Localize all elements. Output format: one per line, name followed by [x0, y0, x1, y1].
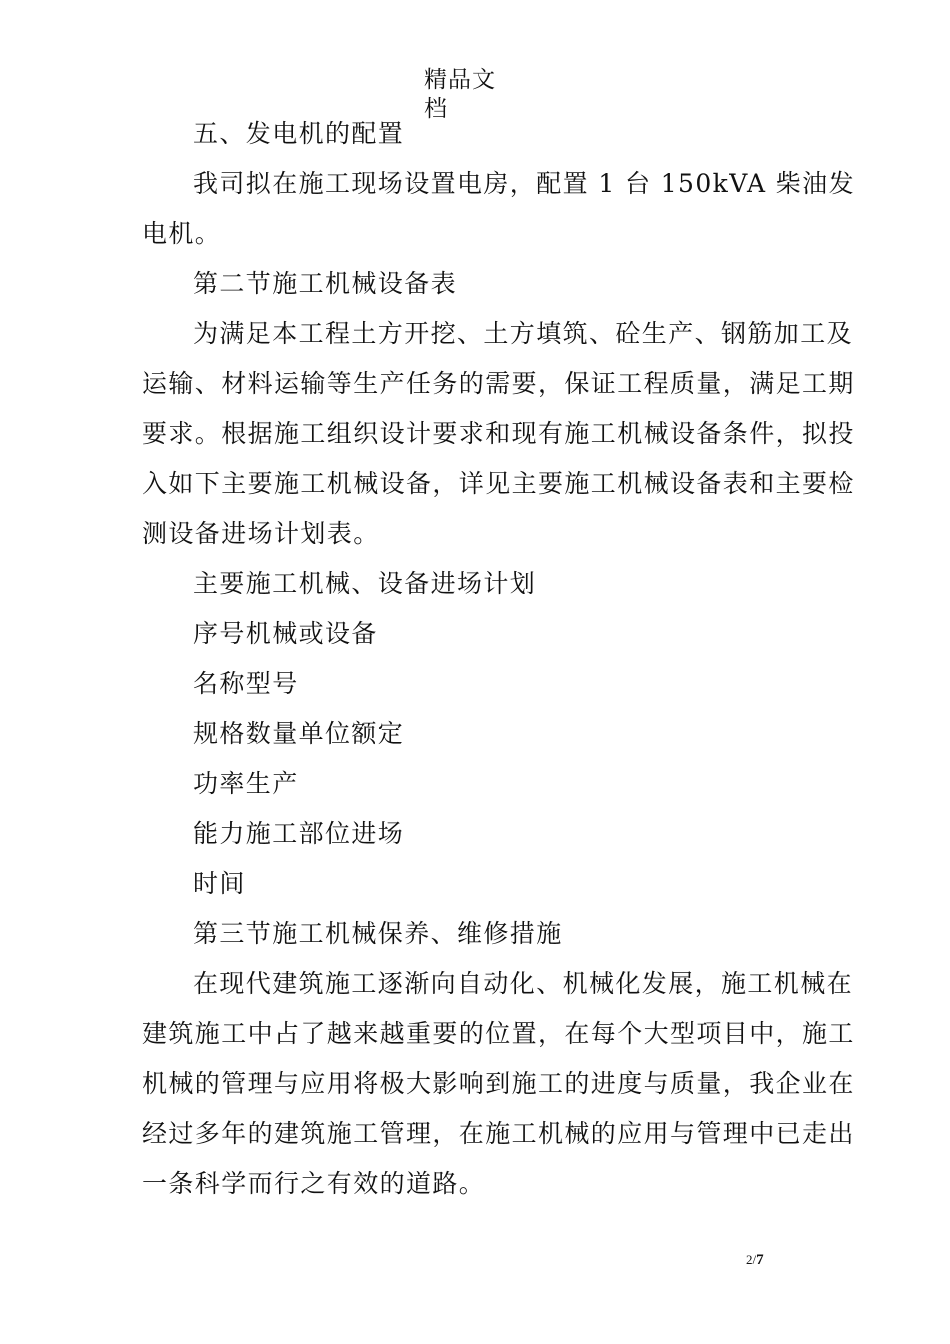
paragraph-line: 一条科学而行之有效的道路。 — [142, 1169, 486, 1198]
page-current: 2/ — [746, 1252, 757, 1267]
paragraph-line: 经过多年的建筑施工管理，在施工机械的应用与管理中已走出 — [142, 1119, 855, 1148]
table-caption: 主要施工机械、设备进场计划 — [193, 569, 537, 598]
paragraph-line: 入如下主要施工机械设备，详见主要施工机械设备表和主要检 — [142, 469, 855, 498]
table-header-line: 规格数量单位额定 — [193, 719, 405, 748]
table-header-line: 序号机械或设备 — [193, 619, 378, 648]
page-total: 7 — [756, 1252, 764, 1268]
page-number — [746, 1252, 764, 1268]
section-heading-equipment-table: 第二节施工机械设备表 — [193, 269, 458, 298]
table-header-line: 时间 — [193, 869, 246, 898]
table-header-line: 功率生产 — [193, 769, 299, 798]
section-heading-generator: 五、发电机的配置 — [193, 119, 405, 148]
paragraph-line: 要求。根据施工组织设计要求和现有施工机械设备条件，拟投 — [142, 419, 855, 448]
header-line-2: 档 — [424, 96, 448, 122]
paragraph-line: 建筑施工中占了越来越重要的位置，在每个大型项目中，施工 — [142, 1019, 855, 1048]
paragraph-line: 测设备进场计划表。 — [142, 519, 380, 548]
table-header-line: 名称型号 — [193, 669, 299, 698]
paragraph-line: 电机。 — [142, 219, 222, 248]
paragraph-line: 机械的管理与应用将极大影响到施工的进度与质量，我企业在 — [142, 1069, 855, 1098]
section-heading-maintenance: 第三节施工机械保养、维修措施 — [193, 919, 563, 948]
table-header-line: 能力施工部位进场 — [193, 819, 405, 848]
header-line-1: 精品文 — [424, 67, 496, 93]
paragraph-line: 在现代建筑施工逐渐向自动化、机械化发展，施工机械在 — [193, 969, 854, 998]
document-header — [424, 66, 514, 124]
paragraph-line: 为满足本工程土方开挖、土方填筑、砼生产、钢筋加工及 — [193, 319, 854, 348]
paragraph-line: 我司拟在施工现场设置电房，配置 1 台 150kVA 柴油发 — [193, 169, 855, 198]
paragraph-line: 运输、材料运输等生产任务的需要，保证工程质量，满足工期 — [142, 369, 855, 398]
